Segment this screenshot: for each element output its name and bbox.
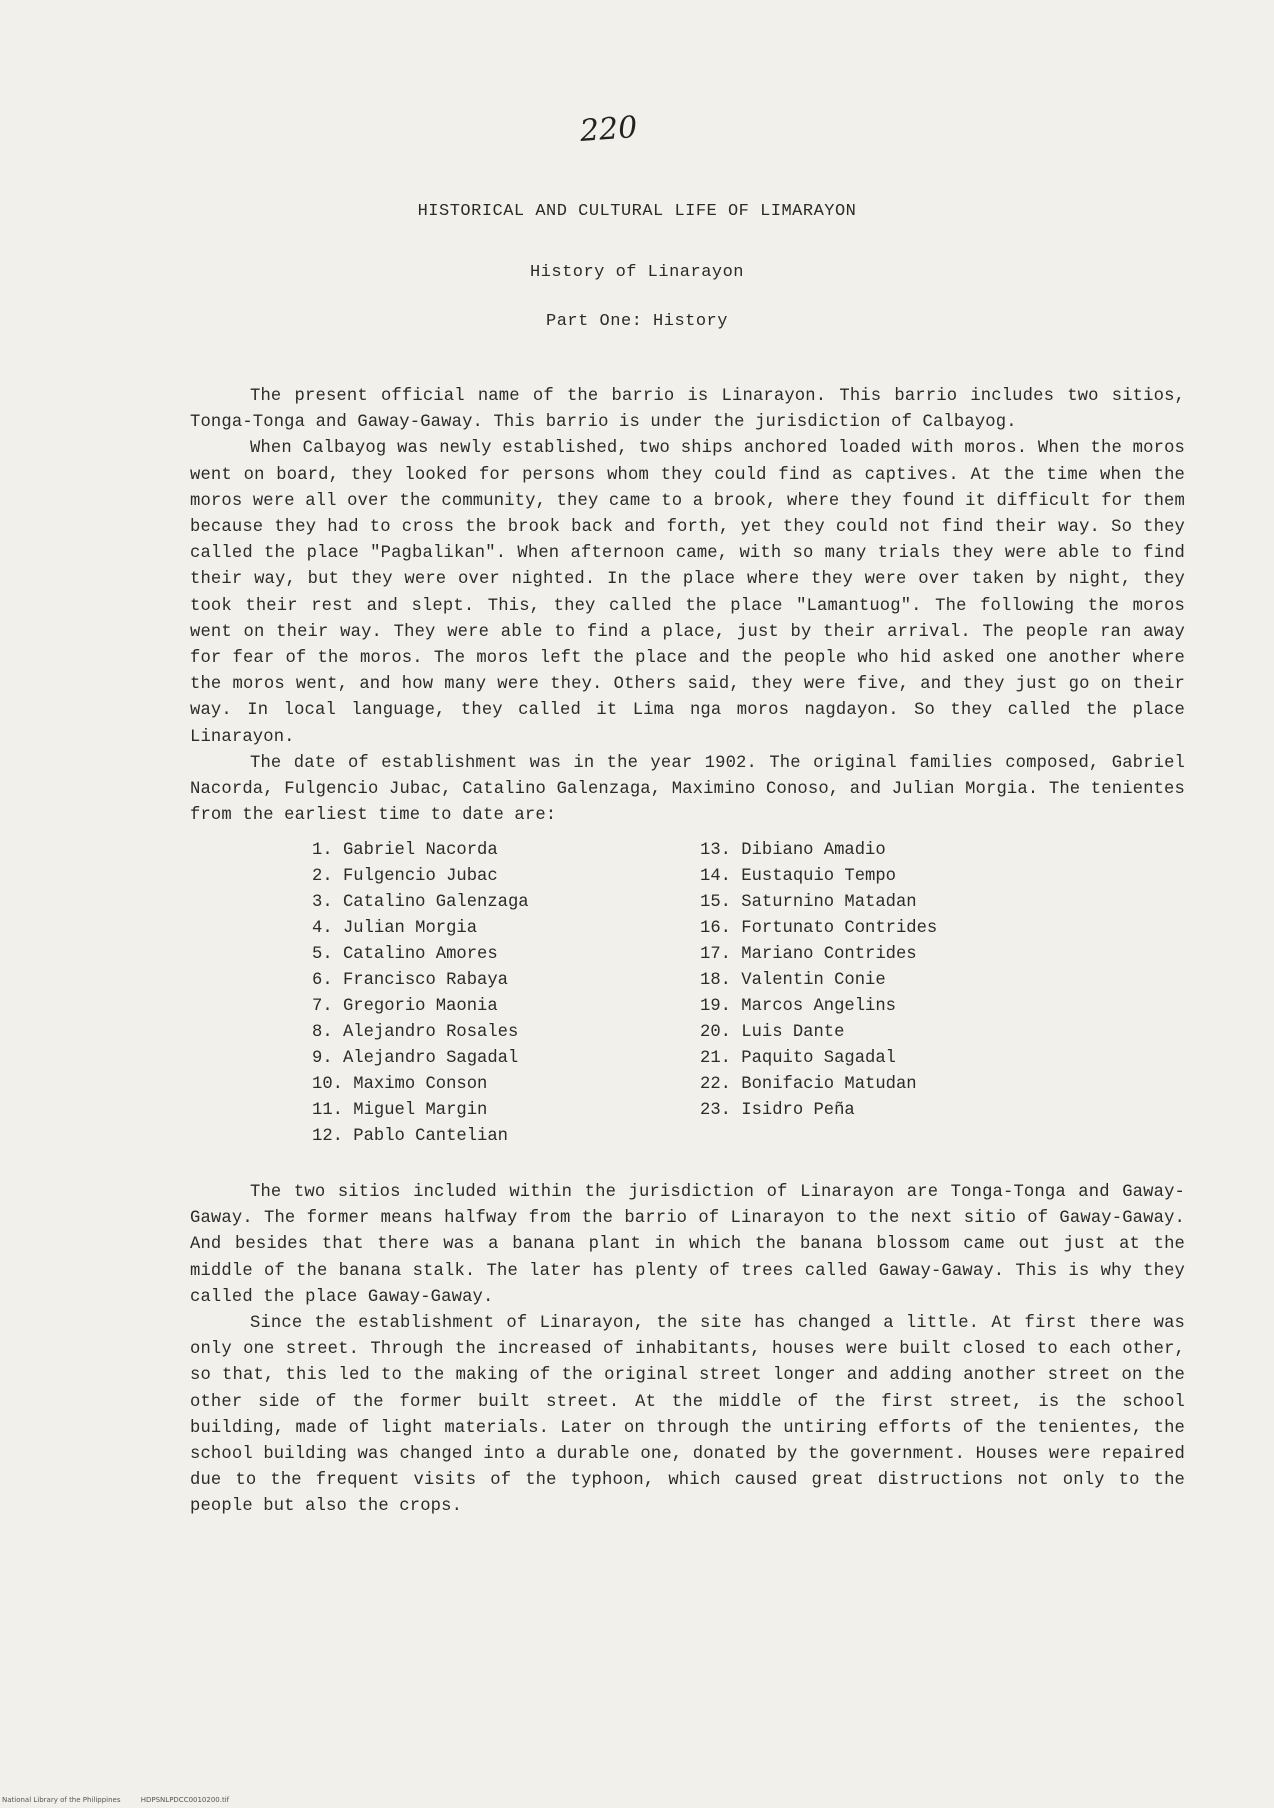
file-name: HDPSNLPDCC0010200.tif <box>140 1796 230 1804</box>
tenientes-list-right <box>700 838 937 1124</box>
page-number: 220 <box>578 110 639 149</box>
document-subtitle: History of Linarayon <box>529 263 745 282</box>
list-item: 14. Eustaquio Tempo <box>700 867 896 886</box>
list-item: 9. Alejandro Sagadal <box>312 1049 519 1068</box>
paragraph: The two sitios included within the jurisdiction of Linarayon are Tonga-Tonga and Gaway-Gaway. The former means halfway from the barrio of Linarayon to the next sitio of Gaway-Gaway. And besides that there was a banana plant in which the banana blossom came out just at the middle of the banana stalk. The later has plenty of trees called Gaway-Gaway. This is why they called the place Gaway-Gaway. <box>190 1183 1185 1307</box>
tenientes-list-left <box>312 838 529 1150</box>
paragraph: When Calbayog was newly established, two ships anchored loaded with moros. When the moros went on board, they looked for persons whom they could find as captives. At the time when the moros were all over the community, they came to a brook, where they found it difficult for them because they had to cross the brook back and forth, yet they could not find their way. So they called the place "Pagbalikan". When afternoon came, with so many trials they were able to find their way, but they were over nighted. In the place where they were over taken by night, they took their rest and slept. This, they called the place "Lamantuog". The following the moros went on their way. They were able to find a place, just by their arrival. The people ran away for fear of the moros. The moros left the place and the people who hid asked one another where the moros went, and how many were they. Others said, they were five, and they just go on their way. In local language, they called it Lima nga moros nagdayon. So they called the place Linarayon. <box>190 439 1185 747</box>
list-item: 23. Isidro Peña <box>700 1101 855 1120</box>
list-item: 15. Saturnino Matadan <box>700 893 917 912</box>
paragraph: The date of establishment was in the year 1902. The original families composed, Gabriel Nacorda, Fulgencio Jubac, Catalino Galenzaga, Maximino Conoso, and Julian Morgia. The tenientes from the earliest time to date are: <box>190 753 1185 826</box>
scan-footer <box>2 1796 247 1804</box>
body-text-top <box>190 384 1185 829</box>
list-item: 1. Gabriel Nacorda <box>312 841 498 860</box>
list-item: 7. Gregorio Maonia <box>312 997 498 1016</box>
list-item: 20. Luis Dante <box>700 1023 845 1042</box>
list-item: 4. Julian Morgia <box>312 919 478 938</box>
list-item: 10. Maximo Conson <box>312 1075 488 1094</box>
list-item: 5. Catalino Amores <box>312 945 498 964</box>
part-heading: Part One: History <box>546 312 728 331</box>
paragraph: The present official name of the barrio is Linarayon. This barrio includes two sitios, Tonga-Tonga and Gaway-Gaway. This barrio is under the jurisdiction of Calbayog. <box>190 387 1185 433</box>
library-credit: National Library of the Philippines <box>2 1796 121 1804</box>
body-text-bottom <box>190 1180 1185 1521</box>
document-title: HISTORICAL AND CULTURAL LIFE OF LIMARAYON <box>417 202 857 221</box>
list-item: 18. Valentin Conie <box>700 971 886 990</box>
list-item: 21. Paquito Sagadal <box>700 1049 896 1068</box>
list-item: 2. Fulgencio Jubac <box>312 867 498 886</box>
list-item: 17. Mariano Contrides <box>700 945 917 964</box>
list-item: 12. Pablo Cantelian <box>312 1127 508 1146</box>
list-item: 6. Francisco Rabaya <box>312 971 508 990</box>
list-item: 19. Marcos Angelins <box>700 997 896 1016</box>
paragraph: Since the establishment of Linarayon, the site has changed a little. At first there was only one street. Through the increased of inhabitants, houses were built closed to each other, so that, this led to the making of the original street longer and adding another street on the other side of the former built street. At the middle of the first street, is the school building, made of light materials. Later on through the untiring efforts of the tenientes, the school building was changed into a durable one, donated by the government. Houses were repaired due to the frequent visits of the typhoon, which caused great distructions not only to the people but also the crops. <box>190 1314 1185 1517</box>
list-item: 8. Alejandro Rosales <box>312 1023 519 1042</box>
list-item: 22. Bonifacio Matudan <box>700 1075 917 1094</box>
list-item: 3. Catalino Galenzaga <box>312 893 529 912</box>
list-item: 13. Dibiano Amadio <box>700 841 886 860</box>
list-item: 11. Miguel Margin <box>312 1101 488 1120</box>
list-item: 16. Fortunato Contrides <box>700 919 938 938</box>
